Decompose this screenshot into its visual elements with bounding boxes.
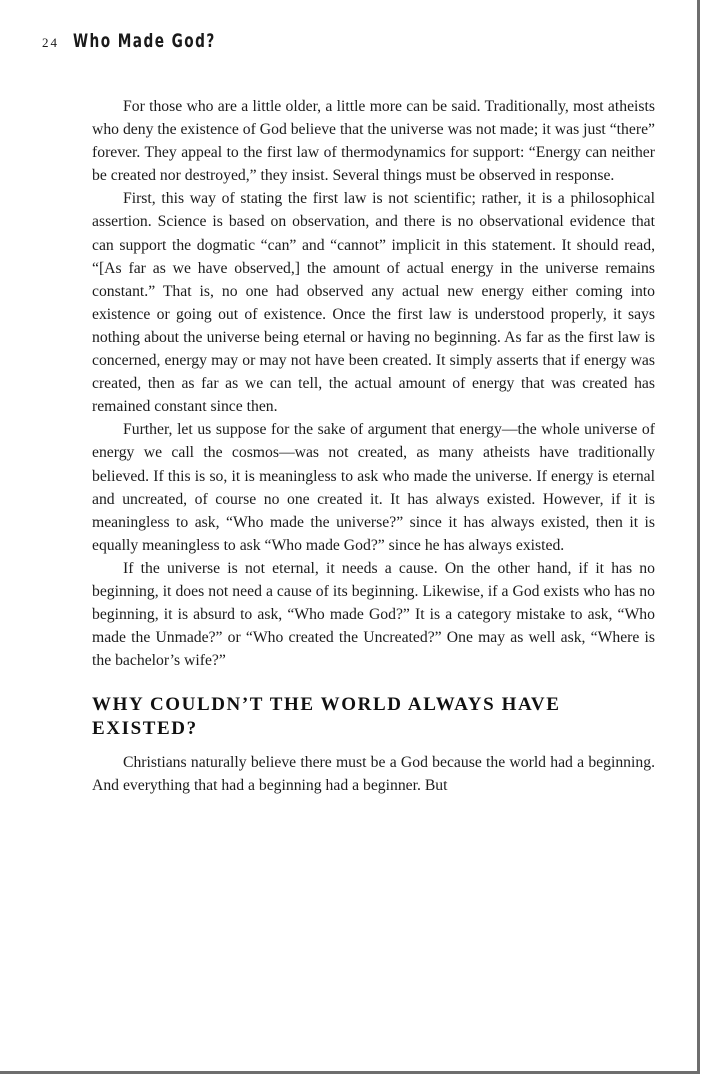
paragraph: For those who are a little older, a little more can be said. Traditionally, most atheists who deny the existence of God believe that the universe was not made; it was just “there” forever. They appeal to the first law of thermodynamics for support: “Energy can neither be created nor destroyed,” they insist. Several things must be observed in response. [92, 98, 655, 185]
running-title: Who Made God? [73, 30, 216, 52]
paragraph: Christians naturally believe there must be a God because the world had a beginning. And everything that had a beginning had a beginner. But [92, 754, 655, 795]
section-heading: WHY COULDN’T THE WORLD ALWAYS HAVE EXISTED? [92, 694, 561, 740]
body-text [92, 95, 655, 798]
paragraph: First, this way of stating the first law is not scientific; rather, it is a philosophical assertion. Science is based on observation, and there is no observational evidence that can support the dogmatic “can” and “cannot” implicit in this statement. It should read, “[As far as we have observed,] the amount of actual energy in the universe remains constant.” That is, no one had observed any actual new energy either coming into existence or going out of existence. Once the first law is understood properly, it says nothing about the universe being eternal or having no beginning. As far as the first law is concerned, energy may or may not have been created. It simply asserts that if energy was created, then as far as we can tell, the actual amount of energy that was created has remained constant since then. [92, 190, 655, 416]
paragraph: Further, let us suppose for the sake of argument that energy—the whole universe of energy we call the cosmos—was not created, as many atheists have traditionally believed. If this is so, it is meaningless to ask who made the universe. If energy is eternal and uncreated, of course no one created it. It has always existed. However, if it is meaningless to ask, “Who made the universe?” since it has always existed, then it is equally meaningless to ask “Who made God?” since he has always existed. [92, 421, 655, 554]
page-number: 24 [42, 35, 59, 50]
paragraph: If the universe is not eternal, it needs a cause. On the other hand, if it has no beginning, it does not need a cause of its beginning. Likewise, if a God exists who has no beginning, it is absurd to ask, “Who made God?” It is a category mistake to ask, “Who made the Unmade?” or “Who created the Uncreated?” One may as well ask, “Where is the bachelor’s wife?” [92, 559, 655, 670]
page-header [42, 30, 271, 52]
